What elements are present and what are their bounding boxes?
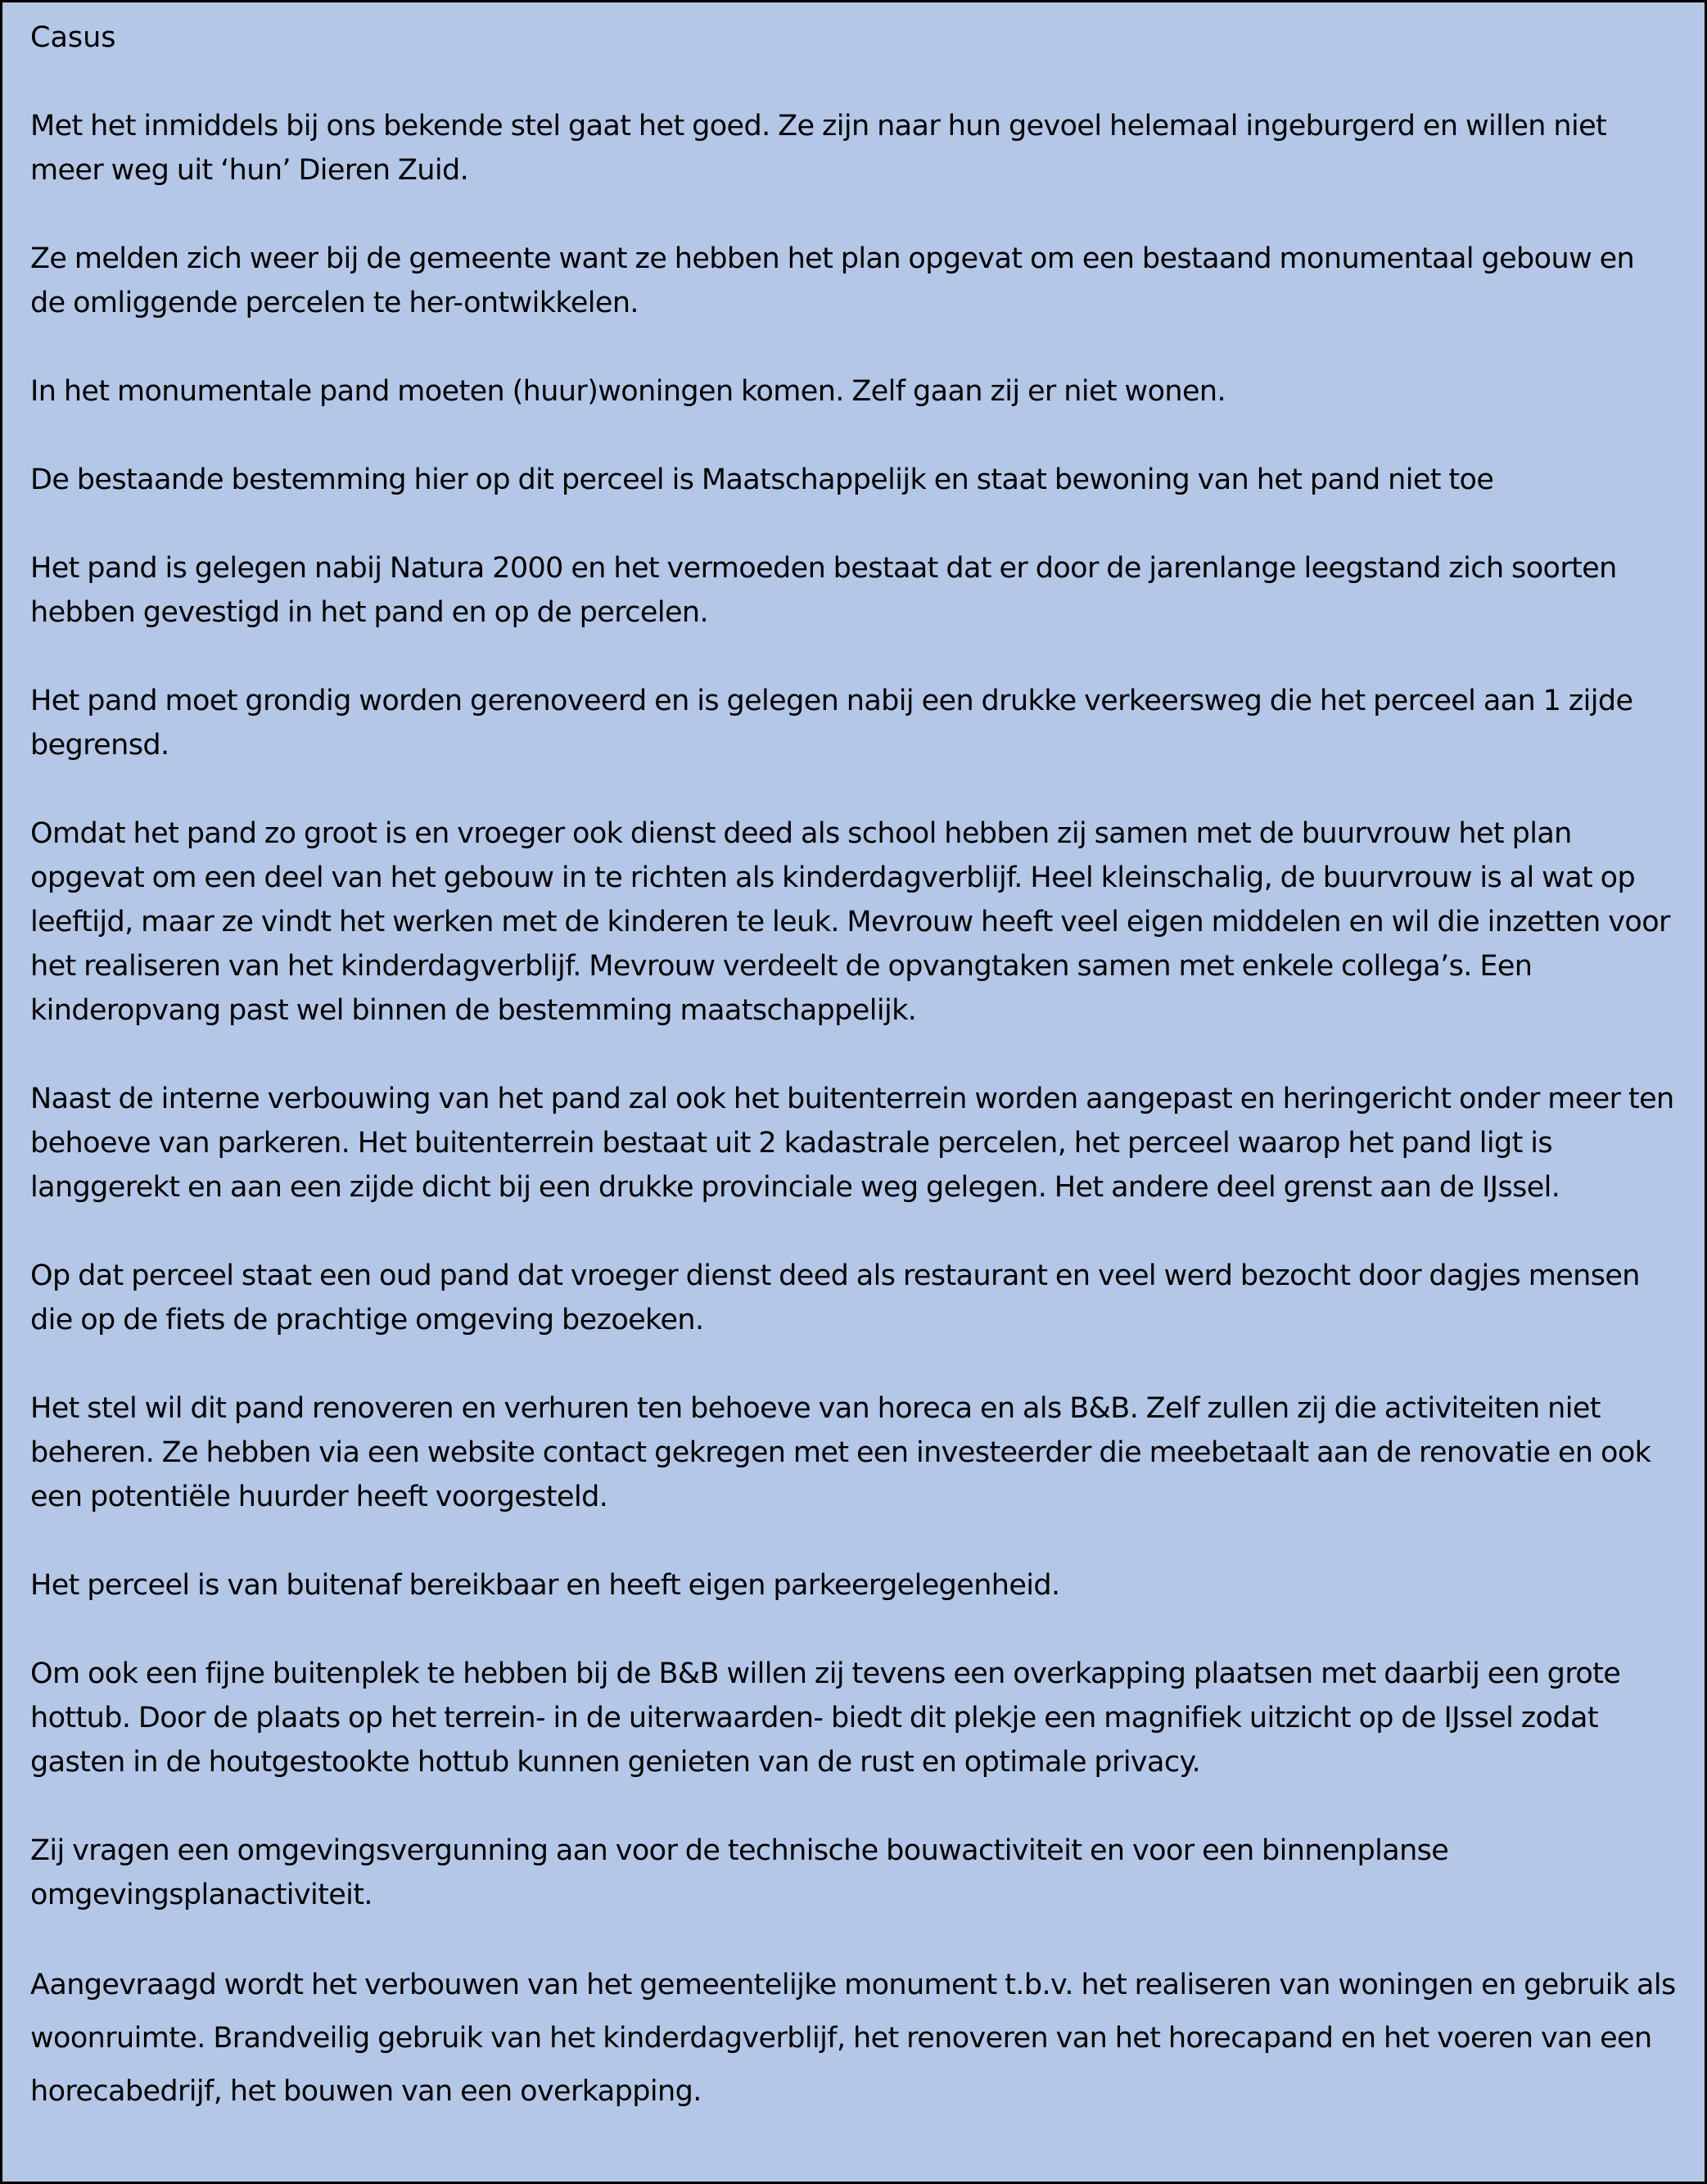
paragraph-renovation: Het pand moet grondig worden gerenoveerd en is gelegen nabij een drukke verkeersweg die het perceel aan 1 zijde begrensd.	[30, 685, 1633, 762]
paragraph-horeca-bnb: Het stel wil dit pand renoveren en verhuren ten behoeve van horeca en als B&B. Zelf zullen zij die activiteiten niet beheren. Ze hebben via een website contact gekregen met een investeerder die meebetaalt aan de renovatie en ook een potentiële huurder heeft voorgesteld.	[30, 1392, 1651, 1513]
paragraph-housing: In het monumentale pand moeten (huur)woningen komen. Zelf gaan zij er niet wonen.	[30, 375, 1226, 408]
paragraph-zoning: De bestaande bestemming hier op dit perceel is Maatschappelijk en staat bewoning van het pand niet toe	[30, 463, 1494, 496]
paragraph-restaurant: Op dat perceel staat een oud pand dat vroeger dienst deed als restaurant en veel werd bezocht door dagjes mensen die op de fiets de prachtige omgeving bezoeken.	[30, 1259, 1640, 1336]
paragraph-permit-request: Zij vragen een omgevingsvergunning aan voor de technische bouwactiviteit en voor een binnenplanse omgevingsplanactiviteit.	[30, 1834, 1449, 1911]
paragraph-natura-2000: Het pand is gelegen nabij Natura 2000 en het vermoeden bestaat dat er door de jarenlange leegstand zich soorten hebben gevestigd in het pand en op de percelen.	[30, 552, 1617, 629]
paragraph-outdoor-area: Naast de interne verbouwing van het pand zal ook het buitenterrein worden aangepast en heringericht onder meer ten behoeve van parkeren. Het buitenterrein bestaat uit 2 kadastrale percelen, het perceel waarop het pand ligt is langgerekt en aan een zijde dicht bij een drukke provinciale weg gelegen. Het andere deel grenst aan de IJssel.	[30, 1083, 1674, 1204]
paragraph-parking: Het perceel is van buitenaf bereikbaar en heeft eigen parkeergelegenheid.	[30, 1569, 1060, 1602]
casus-title: Casus	[30, 21, 116, 54]
paragraph-application: Aangevraagd wordt het verbouwen van het gemeentelijke monument t.b.v. het realiseren van woningen en gebruik als woonruimte. Brandveilig gebruik van het kinderdagverblijf, het renoveren van het horecapand en het voeren van een horecabedrijf, het bouwen van een overkapping.	[30, 1969, 1676, 2108]
paragraph-daycare: Omdat het pand zo groot is en vroeger ook dienst deed als school hebben zij samen met de buurvrouw het plan opgevat om een deel van het gebouw in te richten als kinderdagverblijf. Heel kleinschalig, de buurvrouw is al wat op leeftijd, maar ze vindt het werken met de kinderen te leuk. Mevrouw heeft veel eigen middelen en wil die inzetten voor het realiseren van het kinderdagverblijf. Mevrouw verdeelt de opvangtaken samen met enkele collega’s. Een kinderopvang past wel binnen de bestemming maatschappelijk.	[30, 817, 1670, 1027]
paragraph-intro: Met het inmiddels bij ons bekende stel gaat het goed. Ze zijn naar hun gevoel helemaal ingeburgerd en willen niet meer weg uit ‘hun’ Dieren Zuid.	[30, 110, 1607, 187]
paragraph-hottub: Om ook een fijne buitenplek te hebben bij de B&B willen zij tevens een overkapping plaatsen met daarbij een grote hottub. Door de plaats op het terrein- in de uiterwaarden- biedt dit plekje een magnifiek uitzicht op de IJssel zodat gasten in de houtgestookte hottub kunnen genieten van de rust en optimale privacy.	[30, 1657, 1621, 1779]
paragraph-plan: Ze melden zich weer bij de gemeente want ze hebben het plan opgevat om een bestaand monumentaal gebouw en de omliggende percelen te her-ontwikkelen.	[30, 242, 1635, 319]
